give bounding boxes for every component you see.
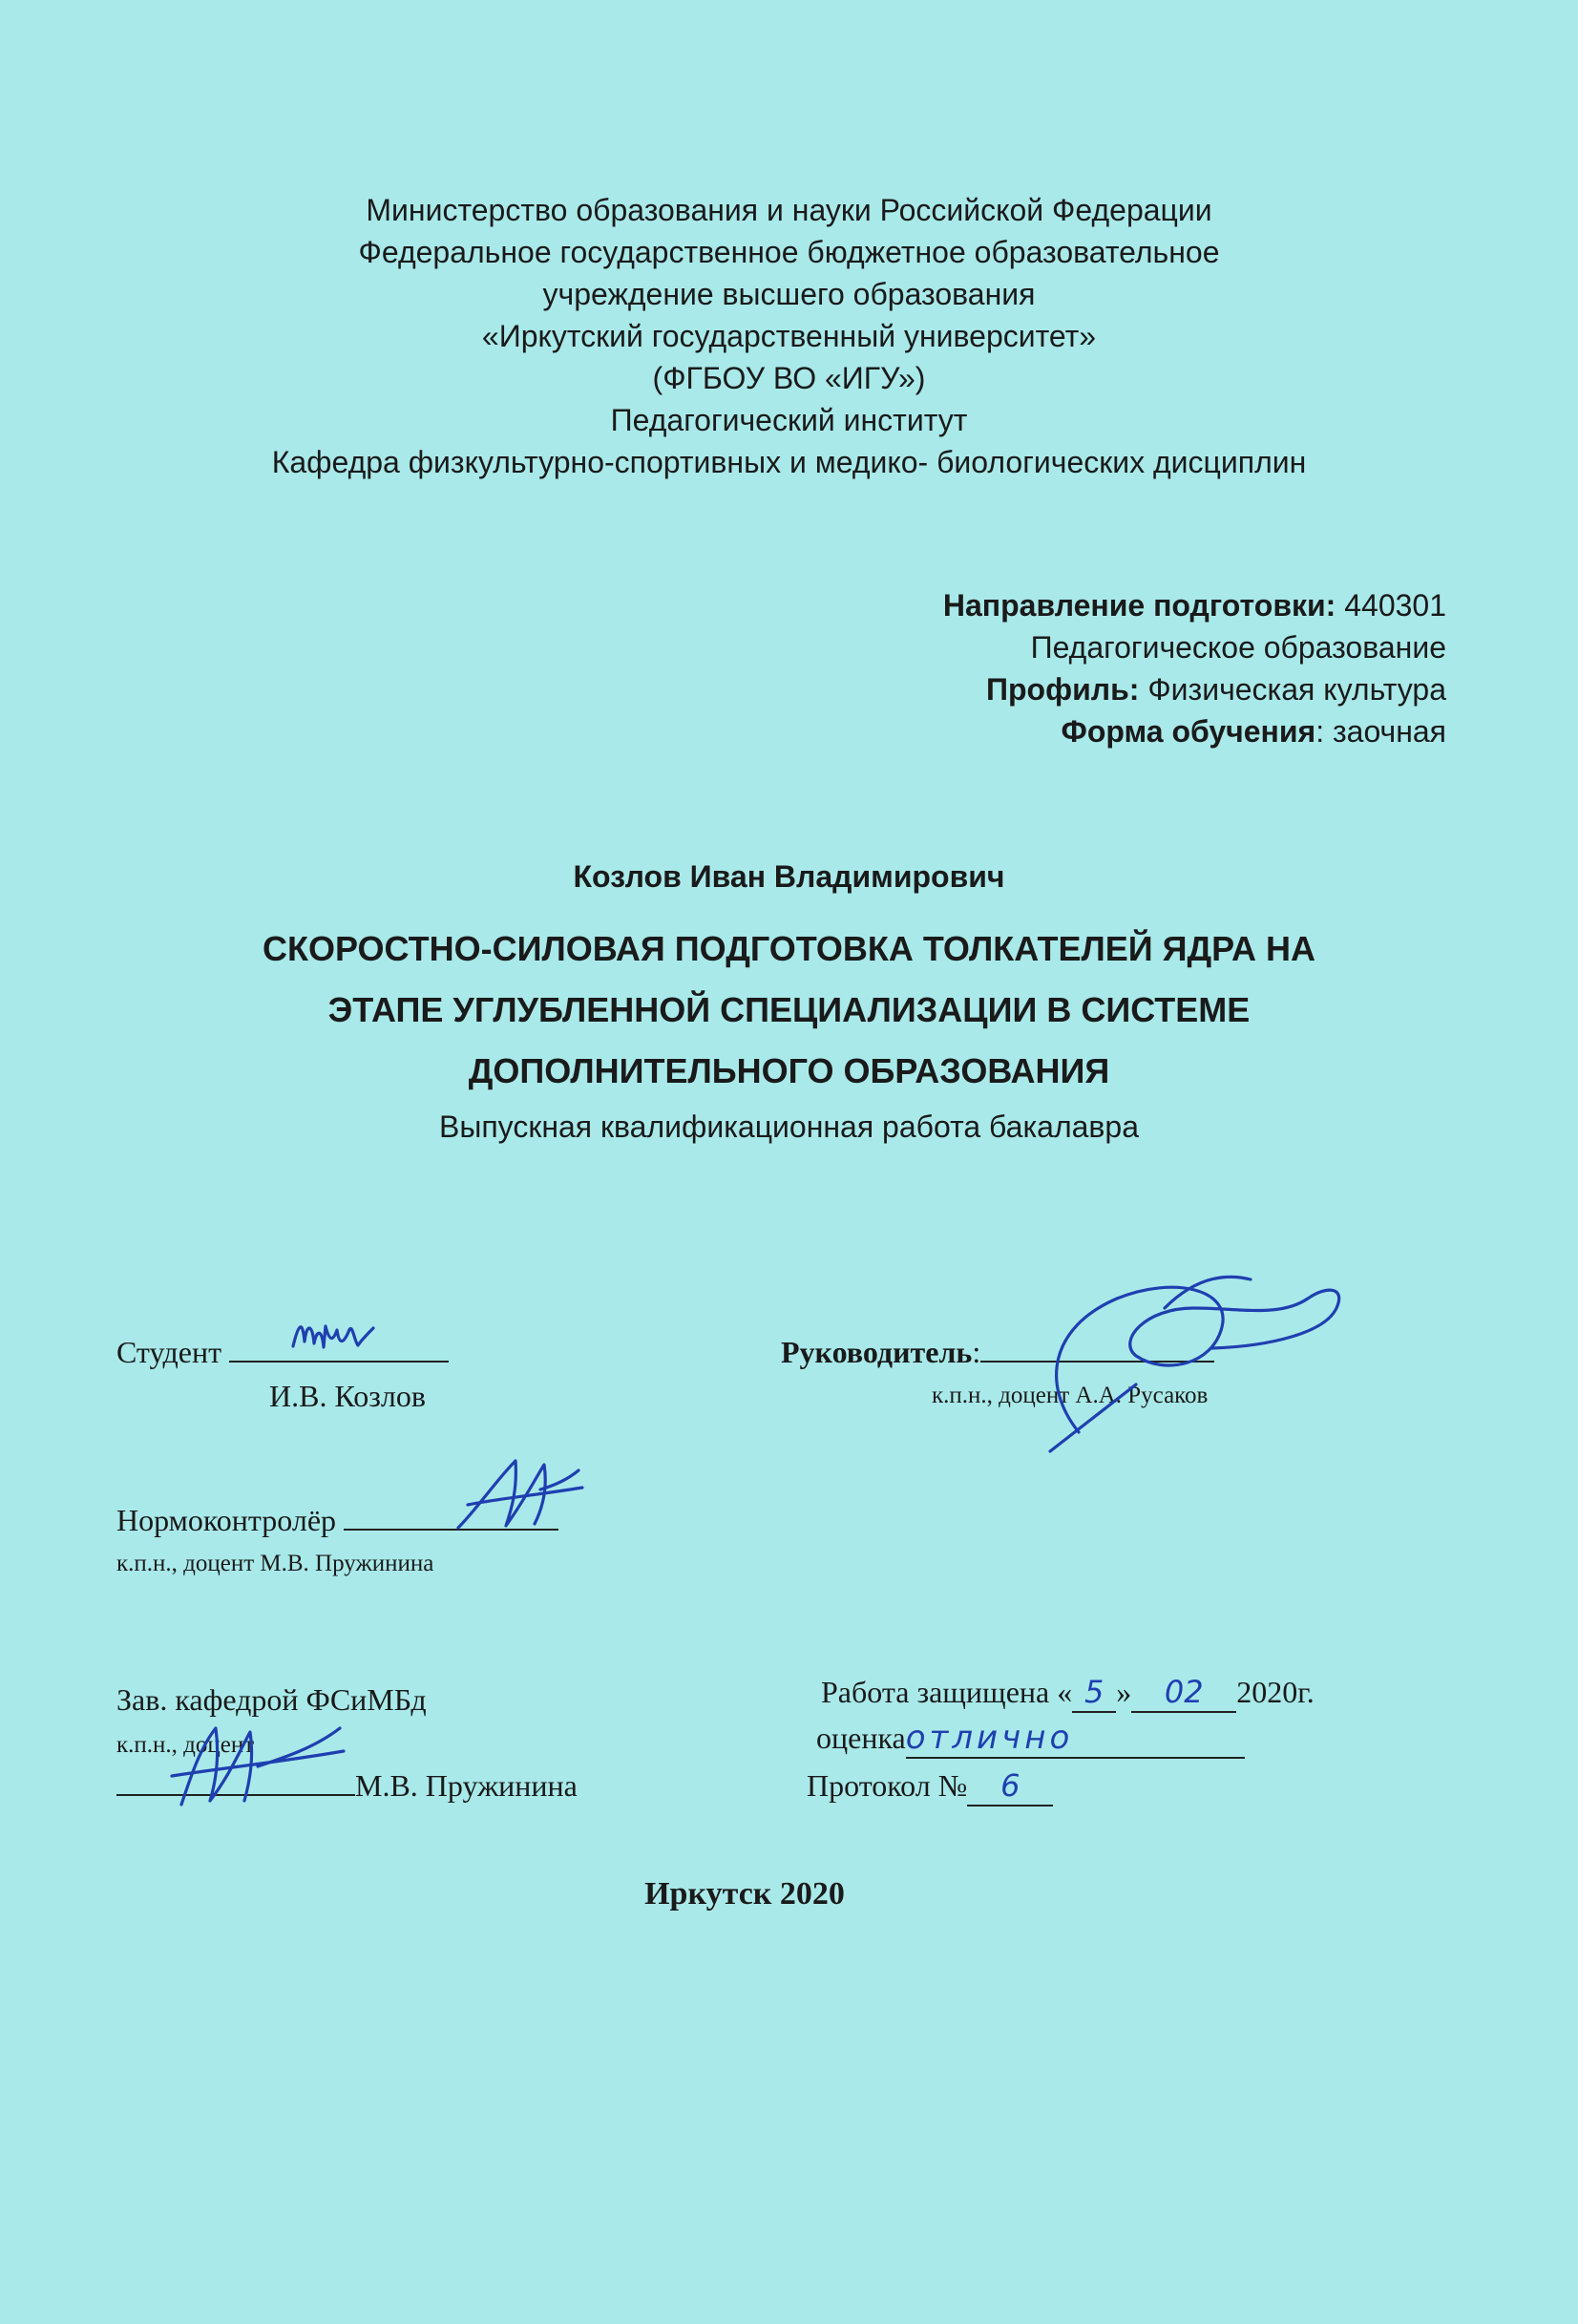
direction-code: 440301 <box>1344 588 1446 623</box>
thesis-title-line-3: ДОПОЛНИТЕЛЬНОГО ОБРАЗОВАНИЯ <box>468 1051 1110 1090</box>
department-name: Кафедра физкультурно-спортивных и медико- биологических дисциплин <box>271 445 1307 479</box>
protocol-label: Протокол № <box>807 1768 968 1803</box>
institute-name: Педагогический институт <box>610 403 968 437</box>
thesis-title-line-1: СКОРОСТНО-СИЛОВАЯ ПОДГОТОВКА ТОЛКАТЕЛЕЙ ЯДРА НА <box>262 929 1315 968</box>
study-form-label: Форма обучения <box>1061 714 1316 749</box>
normcontrol-name: к.п.н., доцент М.В. Пружинина <box>116 1551 434 1576</box>
defended-label: Работа защищена « <box>821 1675 1073 1709</box>
head-name: М.В. Пружинина <box>355 1768 578 1803</box>
institution-level-line: учреждение высшего образования <box>542 277 1036 311</box>
supervisor-name: к.п.н., доцент А.А. Русаков <box>932 1383 1209 1408</box>
institution-type-line: Федеральное государственное бюджетное образовательное <box>358 235 1220 269</box>
student-signature-line <box>229 1361 449 1363</box>
study-form-value: : заочная <box>1315 714 1446 749</box>
defense-line <box>821 1673 1315 1713</box>
author-name: Козлов Иван Владимирович <box>573 859 1005 894</box>
supervisor-signature <box>1021 1241 1365 1461</box>
student-label: Студент <box>116 1335 222 1369</box>
grade-label: оценка <box>816 1721 906 1755</box>
defense-month: 02 <box>1131 1673 1236 1713</box>
thesis-title-line-2: ЭТАПЕ УГЛУБЛЕННОЙ СПЕЦИАЛИЗАЦИИ В СИСТЕМЕ <box>327 990 1251 1029</box>
ministry-line: Министерство образования и науки Российской Федерации <box>366 193 1212 227</box>
head-signature <box>162 1709 353 1814</box>
head-label: Зав. кафедрой ФСиМБд <box>116 1682 427 1717</box>
profile-label: Профиль: <box>986 672 1140 707</box>
thesis-type: Выпускная квалификационная работа бакалавра <box>439 1109 1139 1144</box>
defense-mid-quote: » <box>1116 1675 1132 1709</box>
grade-line <box>816 1719 1245 1759</box>
study-form-line <box>587 710 1446 752</box>
supervisor-colon: : <box>972 1335 981 1369</box>
direction-name: Педагогическое образование <box>1030 630 1446 665</box>
normcontrol-signature <box>449 1451 592 1537</box>
direction-label: Направление подготовки: <box>942 588 1336 623</box>
protocol-line <box>807 1766 1053 1806</box>
defense-day: 5 <box>1072 1673 1116 1713</box>
city-year: Иркутск 2020 <box>644 1876 845 1912</box>
student-line <box>116 1333 449 1371</box>
profile-value: Физическая культура <box>1147 672 1446 707</box>
direction-line <box>587 584 1446 626</box>
student-name: И.В. Козлов <box>269 1379 426 1413</box>
university-name: «Иркутский государственный университет» <box>481 319 1097 353</box>
normcontrol-label: Нормоконтролёр <box>116 1503 337 1537</box>
profile-line <box>587 668 1446 710</box>
grade-value: отлично <box>906 1719 1245 1759</box>
student-signature <box>291 1313 377 1361</box>
supervisor-label: Руководитель <box>781 1335 973 1369</box>
protocol-number: 6 <box>967 1766 1053 1806</box>
defense-year: 2020г. <box>1236 1675 1315 1709</box>
university-abbr: (ФГБОУ ВО «ИГУ») <box>652 361 926 395</box>
head-title: к.п.н., доцент <box>116 1732 255 1758</box>
